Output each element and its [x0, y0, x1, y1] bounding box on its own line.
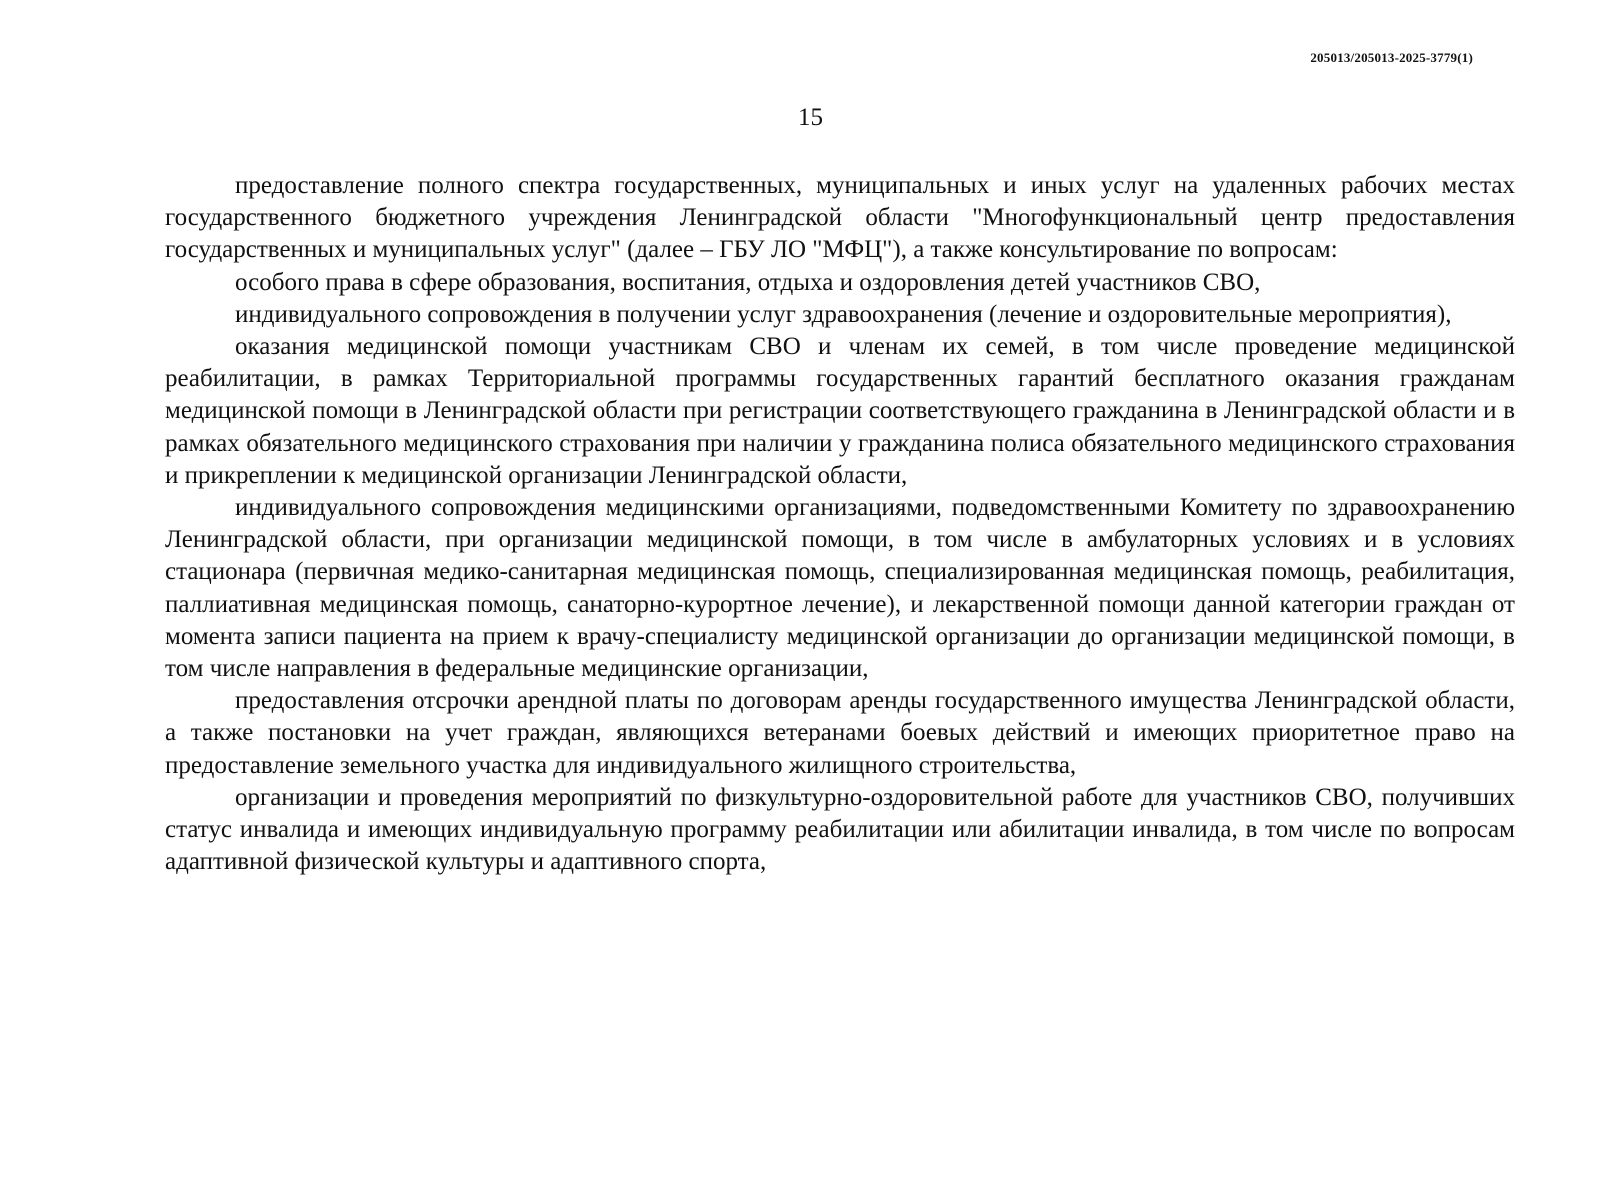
paragraph: индивидуального сопровождения в получении услуг здравоохранения (лечение и оздоровительные мероприятия), [235, 300, 1452, 328]
paragraph: предоставления отсрочки арендной платы по договорам аренды государственного имущества Ленинградской области, а также постановки на учет граждан, являющихся ветеранами боевых действий и имеющих приоритетное право на предоставление земельного участка для индивидуального жилищного строительства, [165, 687, 1515, 779]
paragraph: индивидуального сопровождения медицинскими организациями, подведомственными Комитету по здравоохранению Ленинградской области, при организации медицинской помощи, в том числе в амбулаторных условиях и в условиях стационара (первичная медико-санитарная медицинская помощь, специализированная медицинская помощь, реабилитация, паллиативная медицинская помощь, санаторно-курортное лечение), и лекарственной помощи данной категории граждан от момента записи пациента на прием к врачу-специалисту медицинской организации до организации медицинской помощи, в том числе направления в федеральные медицинские организации, [165, 494, 1515, 683]
document-body [165, 170, 1515, 878]
document-id: 205013/205013-2025-3779(1) [1310, 50, 1473, 65]
paragraph: организации и проведения мероприятий по физкультурно-оздоровительной работе для участников СВО, получивших статус инвалида и имеющих индивидуальную программу реабилитации или абилитации инвалида, в том числе по вопросам адаптивной физической культуры и адаптивного спорта, [165, 783, 1515, 876]
page-number: 15 [798, 104, 823, 131]
paragraph: особого права в сфере образования, воспитания, отдыха и оздоровления детей участников СВО, [235, 268, 1261, 296]
paragraph: оказания медицинской помощи участникам СВО и членам их семей, в том числе проведение медицинской реабилитации, в рамках Территориальной программы государственных гарантий бесплатного оказания гражданам медицинской помощи в Ленинградской области при регистрации соответствующего гражданина в Ленинградской области и в рамках обязательного медицинского страхования при наличии у гражданина полиса обязательного медицинского страхования и прикреплении к медицинской организации Ленинградской области, [165, 333, 1515, 489]
paragraph: предоставление полного спектра государственных, муниципальных и иных услуг на удаленных рабочих местах государственного бюджетного учреждения Ленинградской области "Многофункциональный центр предоставления государственных и муниципальных услуг" (далее – ГБУ ЛО "МФЦ"), а также консультирование по вопросам: [165, 172, 1515, 264]
